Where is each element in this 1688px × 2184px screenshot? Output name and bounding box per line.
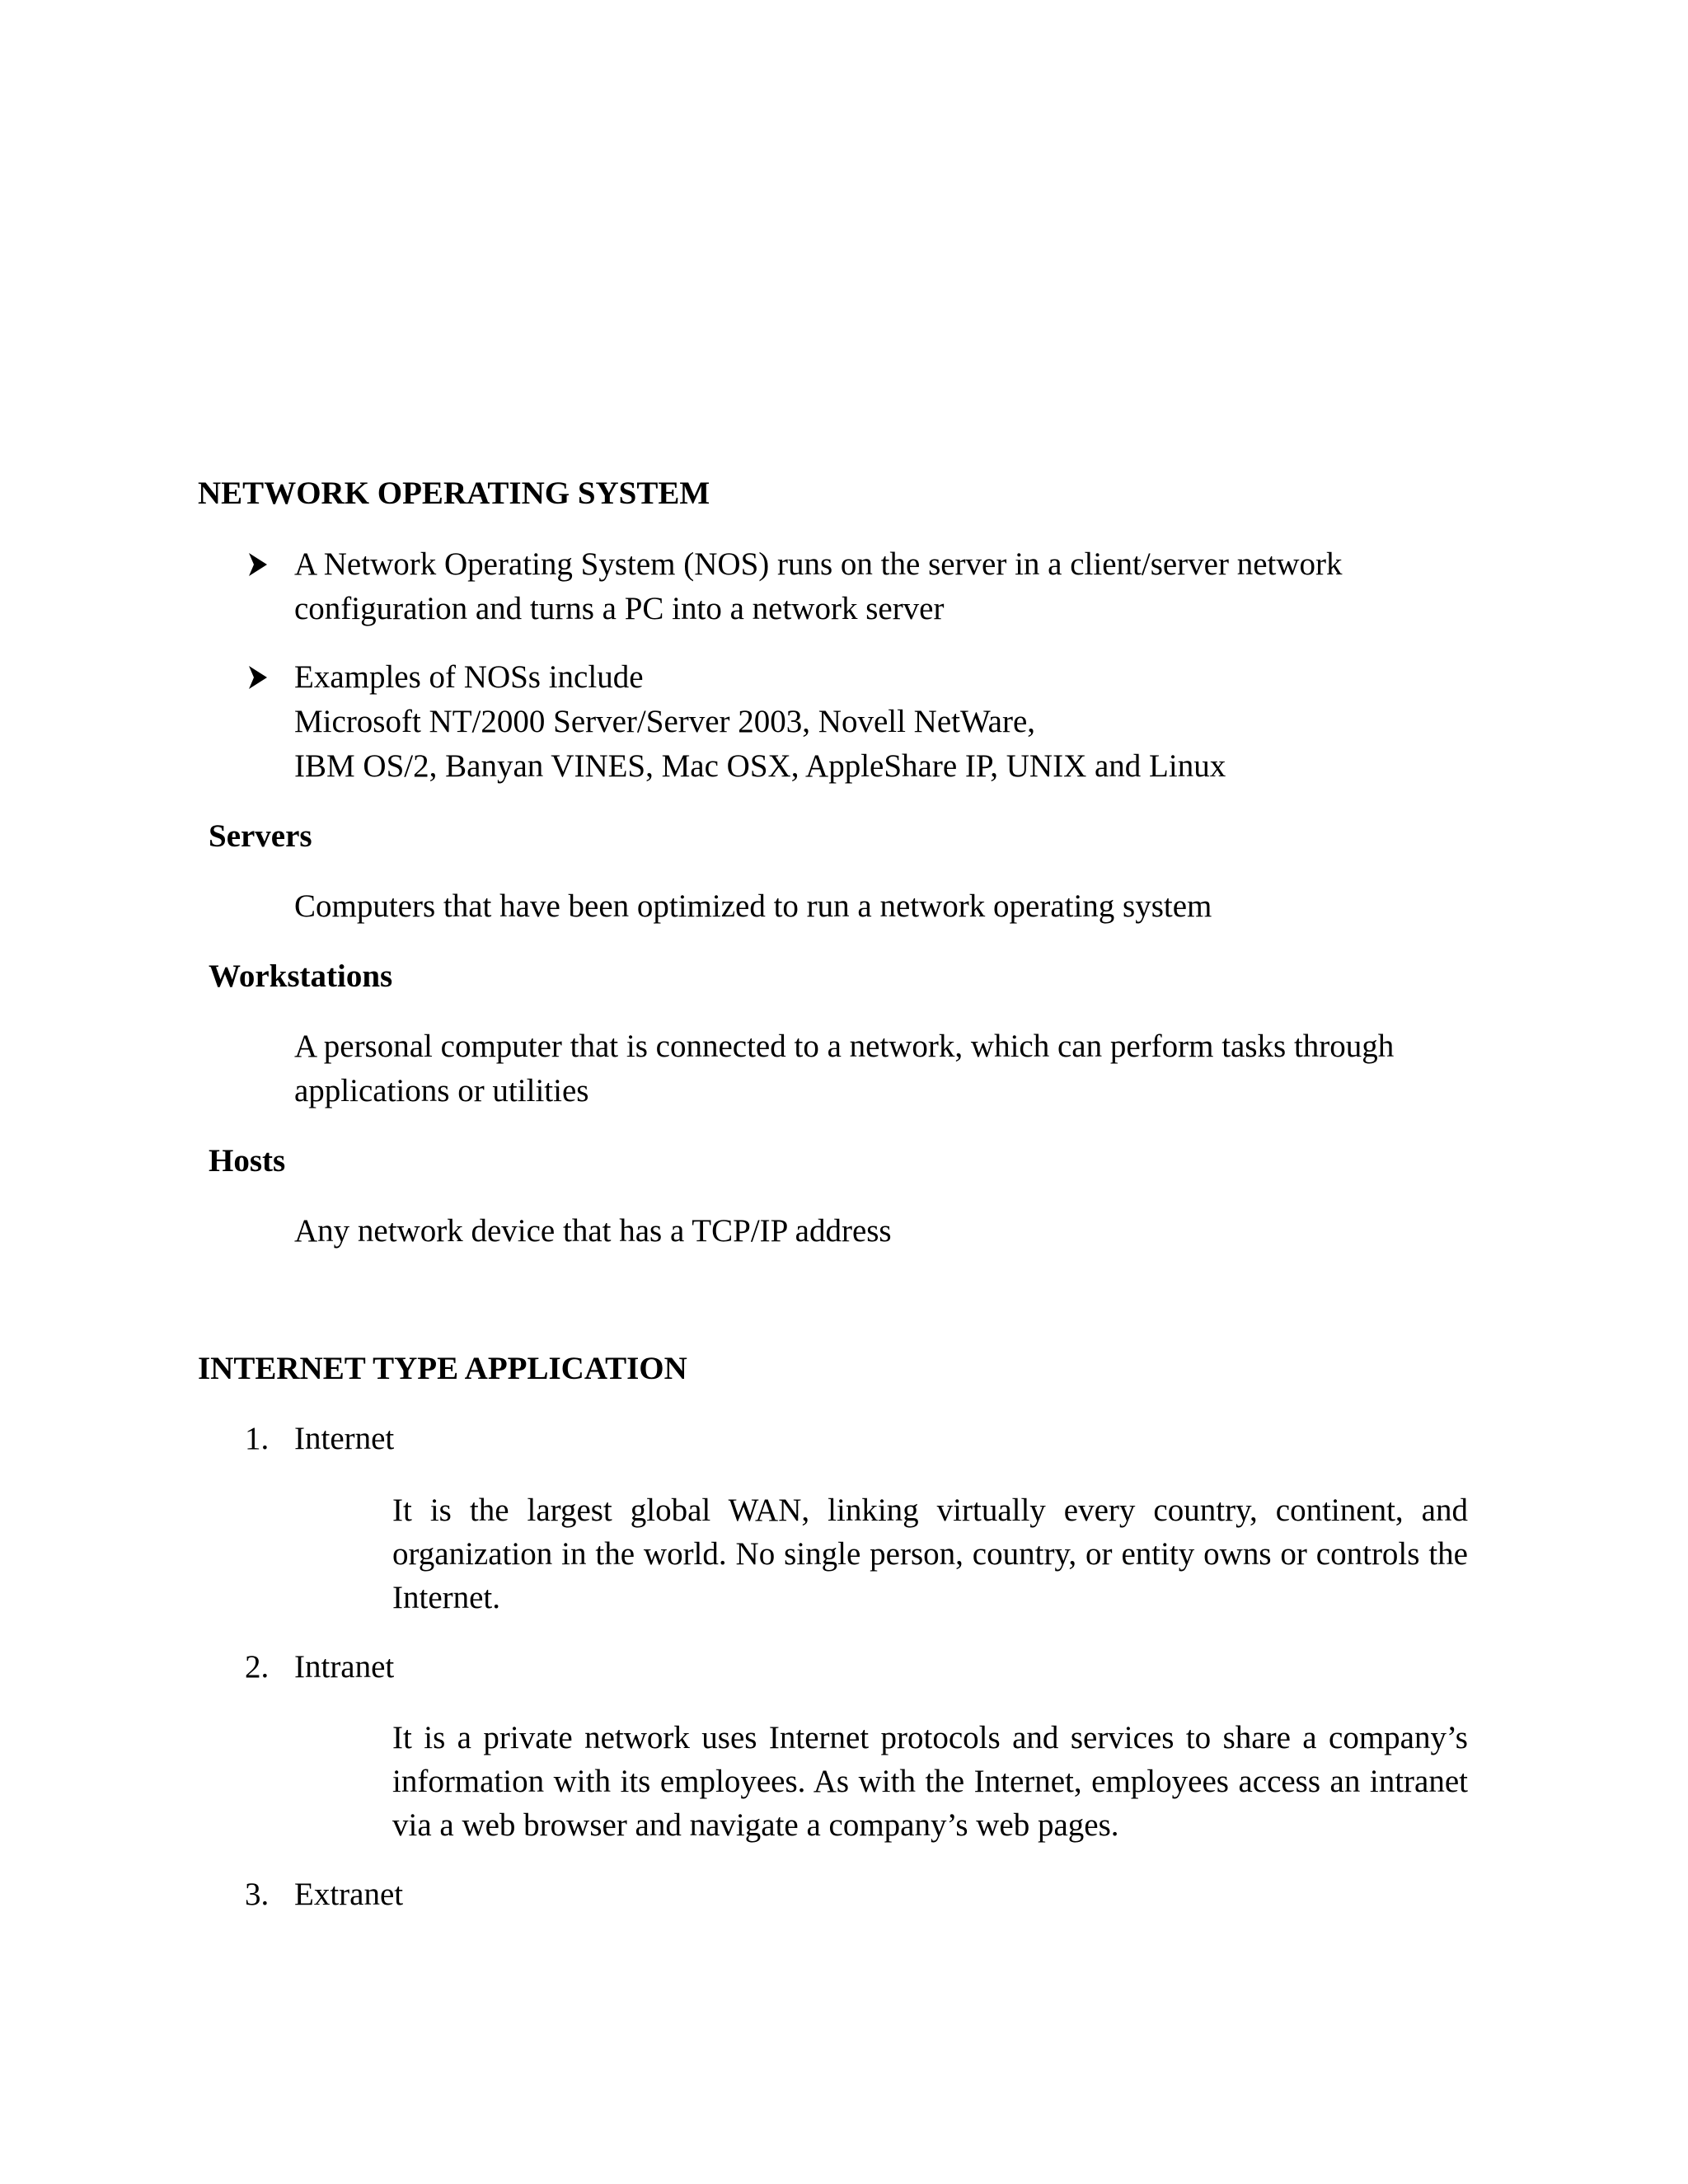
list-number: 1.: [245, 1421, 270, 1456]
arrow-bullet-icon: [247, 665, 269, 690]
list-number: 3.: [245, 1877, 270, 1912]
section-title-network-operating-system: NETWORK OPERATING SYSTEM: [198, 476, 710, 511]
bullet-2-line-1: Examples of NOSs include: [294, 659, 644, 695]
list-item-internet: Internet: [294, 1421, 395, 1456]
bullet-2-line-2: Microsoft NT/2000 Server/Server 2003, Novell NetWare,: [294, 704, 1036, 739]
term-workstations-definition-line-1: A personal computer that is connected to a network, which can perform tasks through: [294, 1029, 1395, 1064]
arrow-bullet-icon: [247, 552, 269, 577]
list-number: 2.: [245, 1649, 270, 1685]
term-hosts: Hosts: [209, 1143, 286, 1179]
term-workstations-definition-line-2: applications or utilities: [294, 1073, 589, 1108]
bullet-1-line-2: configuration and turns a PC into a network server: [294, 591, 945, 626]
list-item-intranet-description: It is a private network uses Internet protocols and services to share a company’s information with its employees. As with the Internet, employees access an intranet via a web browser and navigate a company’s web pages.: [392, 1720, 1468, 1843]
bullet-1-line-1: A Network Operating System (NOS) runs on the server in a client/server network: [294, 546, 1343, 582]
list-item-intranet: Intranet: [294, 1649, 395, 1685]
list-item-extranet: Extranet: [294, 1877, 404, 1912]
bullet-2-line-3: IBM OS/2, Banyan VINES, Mac OSX, AppleShare IP, UNIX and Linux: [294, 748, 1226, 784]
section-title-internet-type-application: INTERNET TYPE APPLICATION: [198, 1351, 687, 1386]
term-workstations: Workstations: [209, 958, 393, 994]
term-hosts-definition: Any network device that has a TCP/IP address: [294, 1213, 892, 1249]
term-servers-definition: Computers that have been optimized to run a network operating system: [294, 888, 1212, 924]
list-item-internet-description: It is the largest global WAN, linking virtually every country, continent, and organization in the world. No single person, country, or entity owns or controls the Internet.: [392, 1493, 1468, 1615]
term-servers: Servers: [209, 818, 312, 854]
